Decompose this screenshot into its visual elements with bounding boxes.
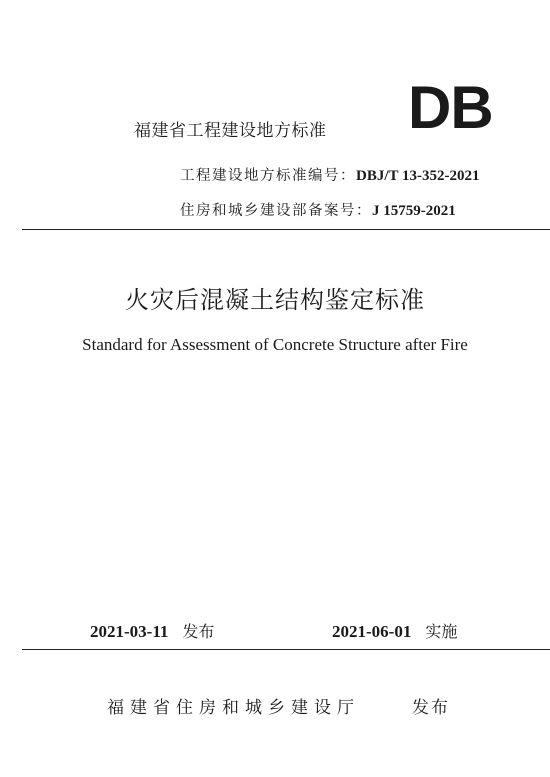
issue-date: 2021-03-11: [90, 622, 169, 641]
record-number-label: 住房和城乡建设部备案号：: [180, 203, 372, 219]
implement-date: 2021-06-01: [332, 622, 412, 641]
db-logo: DB: [408, 74, 493, 141]
issue-word: 发布: [182, 622, 215, 641]
implement-date-line: [332, 619, 457, 642]
top-divider: [22, 229, 550, 230]
standard-number: DBJ/T 13-352-2021: [356, 168, 480, 184]
standard-number-label: 工程建设地方标准编号：: [180, 168, 356, 184]
standard-number-line: [180, 164, 479, 185]
region-standard-label: 福建省工程建设地方标准: [134, 121, 327, 141]
bottom-divider: [22, 649, 550, 650]
record-number: J 15759-2021: [372, 203, 456, 219]
document-title-chinese: 火灾后混凝土结构鉴定标准: [125, 286, 425, 314]
record-number-line: [180, 199, 456, 220]
publisher-name: 福建省住房和城乡建设厅: [107, 698, 360, 718]
document-title-english: Standard for Assessment of Concrete Structure after Fire: [82, 335, 468, 354]
publish-word: 发布: [412, 698, 450, 718]
implement-word: 实施: [425, 622, 458, 641]
issue-date-line: [90, 619, 214, 642]
